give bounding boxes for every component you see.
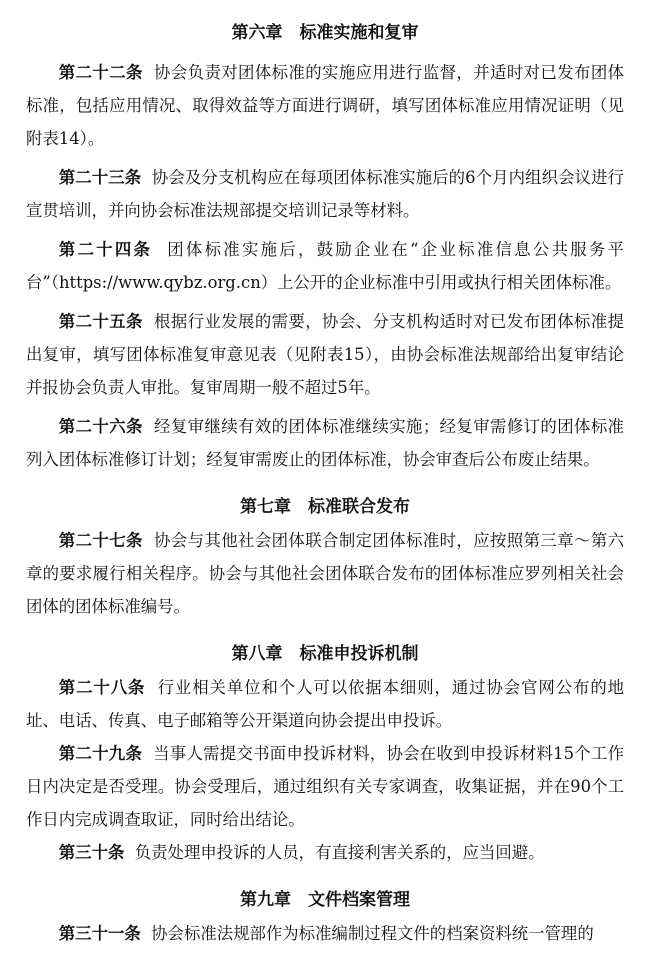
article-30-label: 第三十条	[58, 843, 125, 862]
article-31	[26, 917, 624, 950]
article-25	[26, 305, 624, 404]
article-30	[26, 836, 624, 869]
article-23	[26, 161, 624, 227]
chapter-8-title: 第八章 标准申投诉机制	[231, 644, 419, 664]
article-27-label: 第二十七条	[58, 531, 143, 550]
article-29	[26, 737, 624, 836]
article-31-label: 第三十一条	[58, 924, 141, 943]
article-22-label: 第二十二条	[58, 63, 143, 82]
article-25-text: 根据行业发展的需要，协会、分支机构适时对已发布团体标准提出复审，填写团体标准复审意见表（见附表15），由协会标准法规部给出复审结论并报协会负责人审批。复审周期一般不超过5年。	[26, 312, 625, 397]
chapter-6-title: 第六章 标准实施和复审	[231, 23, 419, 43]
article-28-text: 行业相关单位和个人可以依据本细则，通过协会官网公布的地址、电话、传真、电子邮箱等公开渠道向协会提出申投诉。	[26, 678, 625, 730]
article-31-text: 协会标准法规部作为标准编制过程文件的档案资料统一管理的	[151, 924, 594, 943]
article-26-label: 第二十六条	[58, 417, 143, 436]
article-28	[26, 671, 624, 737]
article-29-label: 第二十九条	[58, 744, 143, 763]
article-23-label: 第二十三条	[58, 168, 142, 187]
article-29-text: 当事人需提交书面申投诉材料，协会在收到申投诉材料15个工作日内决定是否受理。协会受理后，通过组织有关专家调查，收集证据，并在90个工作日内完成调查取证，同时给出结论。	[26, 744, 625, 829]
chapter-7-title: 第七章 标准联合发布	[240, 497, 410, 517]
article-22	[26, 56, 624, 155]
article-26-text: 经复审继续有效的团体标准继续实施；经复审需修订的团体标准列入团体标准修订计划；经复审需废止的团体标准，协会审查后公布废止结果。	[26, 417, 625, 469]
article-22-text: 协会负责对团体标准的实施应用进行监督，并适时对已发布团体标准，包括应用情况、取得效益等方面进行调研，填写团体标准应用情况证明（见附表14）。	[26, 63, 625, 148]
article-27	[26, 524, 624, 623]
article-27-text: 协会与其他社会团体联合制定团体标准时，应按照第三章～第六章的要求履行相关程序。协会与其他社会团体联合发布的团体标准应罗列相关社会团体的团体标准编号。	[26, 531, 625, 616]
article-28-label: 第二十八条	[58, 678, 146, 697]
article-24-label: 第二十四条	[58, 240, 153, 259]
article-24	[26, 233, 624, 299]
article-30-text: 负责处理申投诉的人员，有直接利害关系的，应当回避。	[134, 843, 545, 862]
article-24-text: 团体标准实施后，鼓励企业在“企业标准信息公共服务平台”（https://www.qybz.org.cn）上公开的企业标准中引用或执行相关团体标准。	[26, 240, 625, 292]
chapter-9-title: 第九章 文件档案管理	[240, 890, 410, 910]
article-25-label: 第二十五条	[58, 312, 143, 331]
article-23-text: 协会及分支机构应在每项团体标准实施后的6个月内组织会议进行宣贯培训，并向协会标准法规部提交培训记录等材料。	[26, 168, 625, 220]
document-page	[26, 0, 624, 950]
article-26	[26, 410, 624, 476]
